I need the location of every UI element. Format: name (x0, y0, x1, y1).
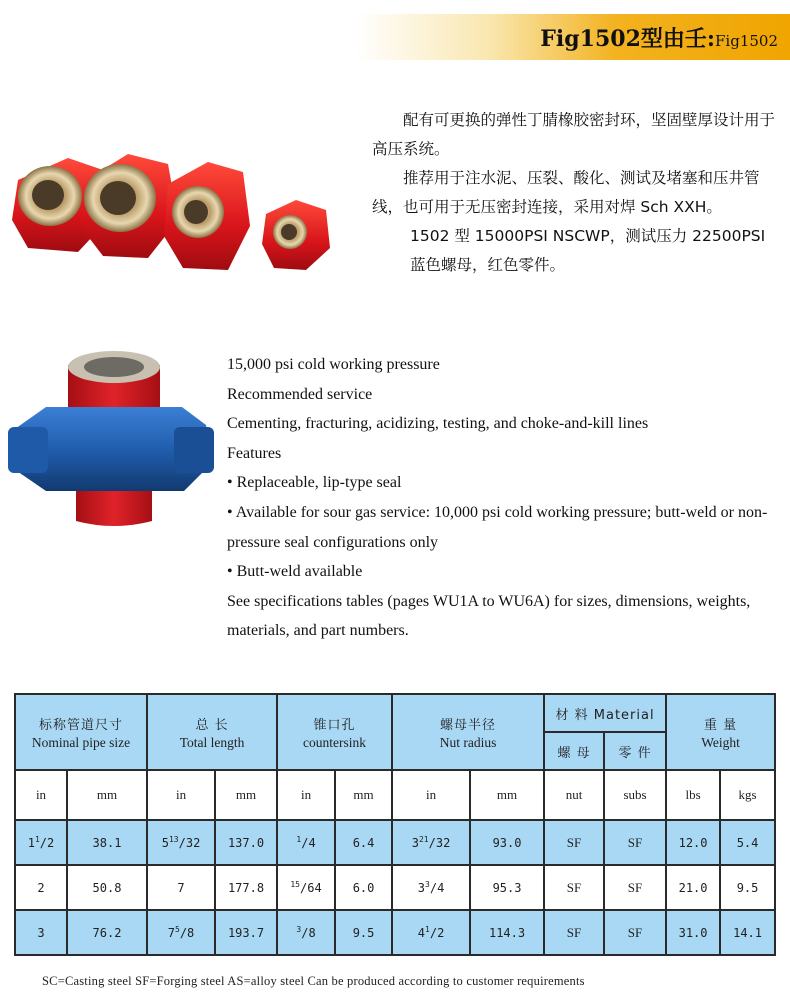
cell-size-mm: 50.8 (67, 865, 147, 910)
unit-cell: subs (604, 770, 666, 820)
header-total-length: 总 长 Total length (147, 694, 277, 770)
unit-cell: in (15, 770, 67, 820)
unit-cell: mm (67, 770, 147, 820)
en-line-feature-sour-gas: • Available for sour gas service: 10,000 psi cold working pressure; butt-weld or non-pressure seal configurations only (227, 503, 768, 551)
header-nominal-size: 标称管道尺寸 Nominal pipe size (15, 694, 147, 770)
en-line-service: Cementing, fracturing, acidizing, testing, and choke-and-kill lines (227, 415, 649, 433)
cell-nut-mm: 114.3 (470, 910, 544, 955)
unit-cell: lbs (666, 770, 720, 820)
material-footnote: SC=Casting steel SF=Forging steel AS=alloy steel Can be produced according to customer requirements (42, 974, 585, 988)
cell-length-in: $7^5/8$ (147, 910, 215, 955)
header-weight: 重 量 Weight (666, 694, 775, 770)
cell-weight-lbs: 21.0 (666, 865, 720, 910)
cell-weight-kgs: 9.5 (720, 865, 775, 910)
cell-weight-kgs: 14.1 (720, 910, 775, 955)
table-row (15, 910, 775, 955)
unit-cell: nut (544, 770, 604, 820)
specifications-table (14, 693, 776, 956)
en-line-recommended-heading: Recommended service (227, 385, 373, 403)
unit-cell: in (277, 770, 335, 820)
cell-material-subs: SF (604, 910, 666, 955)
cell-countersink-mm: 9.5 (335, 910, 392, 955)
cell-countersink-mm: 6.4 (335, 820, 392, 865)
cell-material-nut: SF (544, 820, 604, 865)
description-cn-p3: 1502 型 15000PSI NSCWP，测试压力 22500PSI 蓝色螺母，红色零件。 (410, 227, 766, 274)
cell-length-in: $5^{13}/32$ (147, 820, 215, 865)
table-row (15, 865, 775, 910)
table-row (15, 820, 775, 865)
en-line-feature-butt-weld: • Butt-weld available (227, 563, 363, 581)
unit-cell: mm (335, 770, 392, 820)
cell-length-mm: 137.0 (215, 820, 277, 865)
header-countersink: 锥口孔 countersink (277, 694, 392, 770)
cell-material-nut: SF (544, 910, 604, 955)
units-row (15, 770, 775, 820)
en-line-feature-seal: • Replaceable, lip-type seal (227, 474, 402, 492)
cell-countersink-mm: 6.0 (335, 865, 392, 910)
cell-weight-lbs: 12.0 (666, 820, 720, 865)
cell-nut-in: $3^3/4$ (392, 865, 470, 910)
description-cn-p2: 推荐用于注水泥、压裂、酸化、测试及堵塞和压井管线，也可用于无压密封连接，采用对焊 Sch XXH。 (372, 169, 760, 216)
en-line-features-heading: Features (227, 444, 282, 462)
description-cn-p1: 配有可更换的弹性丁腈橡胶密封环，坚固壁厚设计用于高压系统。 (372, 111, 776, 158)
cell-weight-lbs: 31.0 (666, 910, 720, 955)
header-banner (0, 14, 790, 60)
header-material-subs: 零 件 (604, 732, 666, 770)
header-nut-radius: 螺母半径 Nut radius (392, 694, 544, 770)
cell-nut-in: $3^{21}/32$ (392, 820, 470, 865)
header-material-nut: 螺 母 (544, 732, 604, 770)
cell-material-subs: SF (604, 820, 666, 865)
en-line-pressure: 15,000 psi cold working pressure (227, 356, 440, 373)
description-english (227, 350, 775, 646)
cell-size-in: 2 (15, 865, 67, 910)
cell-material-nut: SF (544, 865, 604, 910)
title-sub: Fig1502 (715, 32, 778, 50)
en-line-see-tables: See specifications tables (pages WU1A to WU6A) for sizes, dimensions, weights, materials, and part numbers. (227, 592, 751, 640)
blue-red-hammer-union-photo (6, 345, 216, 535)
unit-cell: mm (470, 770, 544, 820)
cell-countersink-in: $^1$/4 (277, 820, 335, 865)
cell-countersink-in: $^{15}$/64 (277, 865, 335, 910)
red-hammer-unions-photo (8, 140, 348, 280)
unit-cell: kgs (720, 770, 775, 820)
cell-weight-kgs: 5.4 (720, 820, 775, 865)
cell-nut-mm: 95.3 (470, 865, 544, 910)
title-main: Fig1502型由壬 (540, 26, 707, 52)
unit-cell: mm (215, 770, 277, 820)
header-material: 材 料 Material (544, 694, 666, 732)
cell-nut-in: $4^1/2$ (392, 910, 470, 955)
unit-cell: in (392, 770, 470, 820)
cell-material-subs: SF (604, 865, 666, 910)
unit-cell: in (147, 770, 215, 820)
cell-size-in: $1^1/2$ (15, 820, 67, 865)
description-chinese (372, 106, 776, 280)
cell-size-in: 3 (15, 910, 67, 955)
cell-length-mm: 177.8 (215, 865, 277, 910)
cell-size-mm: 76.2 (67, 910, 147, 955)
page-title: Fig1502型由壬:Fig1502 (540, 26, 778, 52)
cell-length-mm: 193.7 (215, 910, 277, 955)
cell-nut-mm: 93.0 (470, 820, 544, 865)
cell-length-in: 7 (147, 865, 215, 910)
cell-countersink-in: $^3$/8 (277, 910, 335, 955)
cell-size-mm: 38.1 (67, 820, 147, 865)
